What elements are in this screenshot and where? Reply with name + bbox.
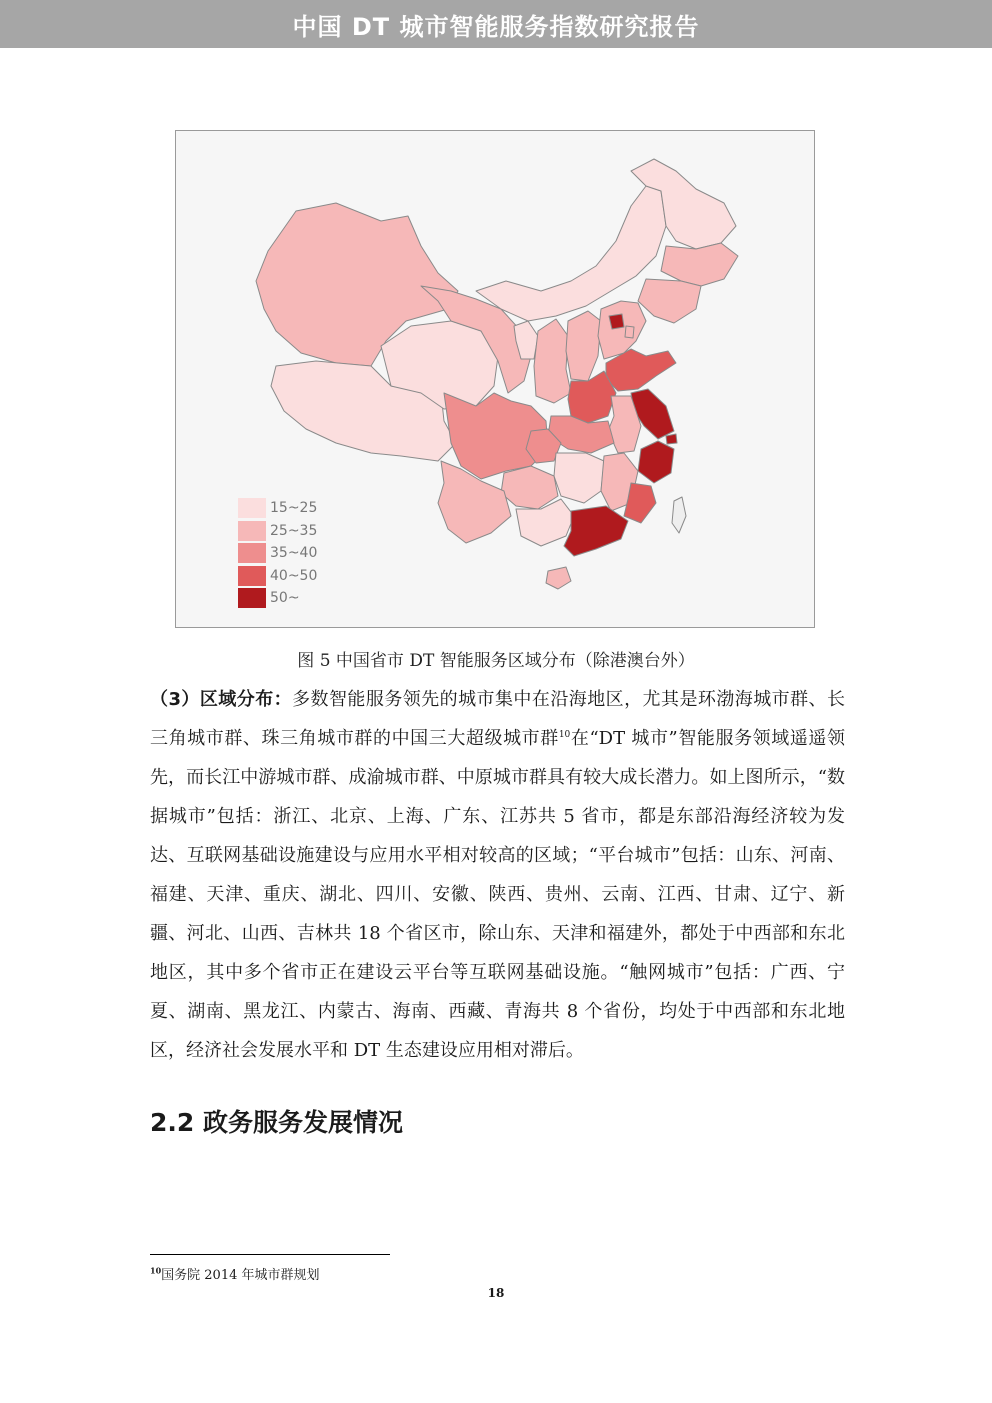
section-heading: 2.2 政务服务发展情况	[150, 1108, 403, 1137]
region-shanghai	[666, 434, 677, 444]
legend-label: 50~	[270, 590, 300, 607]
legend-swatch	[238, 521, 266, 541]
region-hainan	[546, 567, 571, 589]
region-jilin	[661, 243, 738, 286]
region-taiwan	[672, 497, 686, 533]
legend-item	[238, 520, 317, 543]
legend-swatch	[238, 498, 266, 518]
region-tianjin	[625, 326, 634, 338]
region-shanxi	[566, 311, 601, 381]
legend-item	[238, 565, 317, 588]
region-beijing	[609, 314, 624, 329]
page-number: 18	[487, 1286, 505, 1300]
figure-caption: 图 5 中国省市 DT 智能服务区域分布（除港澳台外）	[297, 651, 695, 671]
footnote-text: 国务院 2014 年城市群规划	[161, 1268, 320, 1283]
footnote-marker: 10	[150, 1265, 162, 1276]
body-paragraph	[150, 680, 845, 1070]
china-province-map	[175, 130, 815, 628]
header-title: 中国 DT 城市智能服务指数研究报告	[292, 12, 700, 41]
footnote	[150, 1264, 320, 1283]
region-shaanxi	[534, 319, 571, 403]
legend-swatch	[238, 543, 266, 563]
footnote-divider	[150, 1254, 390, 1255]
paragraph-lead: （3）区域分布：	[150, 689, 293, 710]
legend-swatch	[238, 588, 266, 608]
page-header	[0, 0, 992, 48]
region-guangdong	[564, 506, 628, 556]
region-guizhou	[501, 466, 558, 509]
paragraph-text-part2: 在“DT 城市”智能服务领域遥遥领先，而长江中游城市群、成渝城市群、中原城市群具有较大成长潜力。如上图所示，“数据城市”包括：浙江、北京、上海、广东、江苏共 5 省市，都是东部沿海经济较为发达、互联网基础设施建设与应用水平相对较高的区域；“平台城市”包括：山东、河南、福建、天津、重庆、湖北、四川、安徽、陕西、贵州、云南、江西、甘肃、辽宁、新疆、河北、山西、吉林共 18 个省区市，除山东、天津和福建外，都处于中西部和东北地区，其中多个省市正在建设云平台等互联网基础设施。“触网城市”包括：广西、宁夏、湖南、黑龙江、内蒙古、海南、西藏、青海共 8 个省份，均处于中西部和东北地区，经济社会发展水平和 DT 生态建设应用相对滞后。	[150, 728, 846, 1061]
legend-swatch	[238, 566, 266, 586]
legend-item	[238, 542, 317, 565]
region-hunan	[554, 453, 604, 503]
footnote-reference[interactable]: 10	[558, 730, 571, 740]
region-inner-mongolia	[476, 186, 666, 321]
legend-item	[238, 587, 317, 610]
legend-label: 35~40	[270, 545, 318, 562]
paragraph-text-part1: 多数智能服务领先的城市集中在沿海地区，尤其是环渤海城市群、长三角城市群、珠三角城市群的中国三大超级城市群	[150, 689, 845, 749]
legend-label: 40~50	[270, 567, 318, 584]
legend-item	[238, 497, 317, 520]
region-liaoning	[638, 279, 701, 323]
legend-label: 15~25	[270, 500, 318, 517]
region-zhejiang	[638, 441, 674, 483]
region-hebei	[598, 301, 646, 359]
legend-label: 25~35	[270, 522, 318, 539]
map-legend	[238, 497, 317, 610]
